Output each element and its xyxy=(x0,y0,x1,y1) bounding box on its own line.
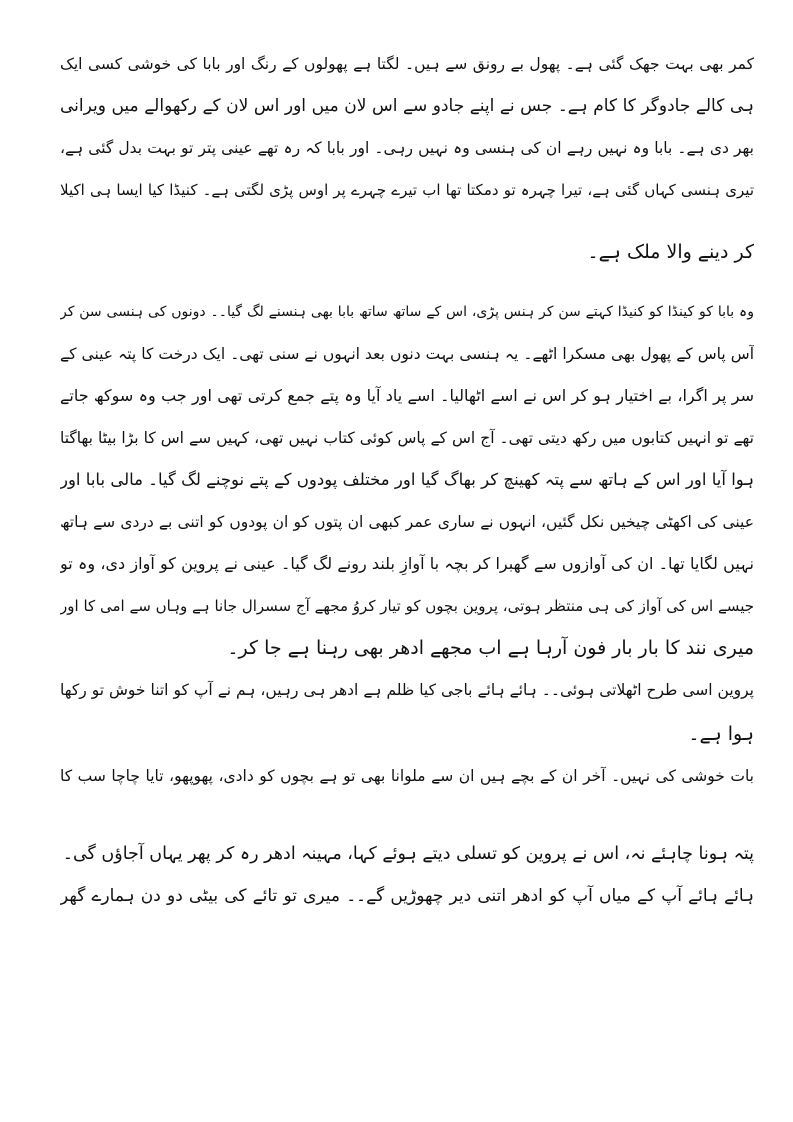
text-line: ہی کالے جادوگر کا کام ہے۔ جس نے اپنے جادو سے اس لان میں اور اس لان کے رکھوالے میں ویرانی xyxy=(60,96,754,116)
document-page xyxy=(60,40,754,1080)
text-line: نہیں لگایا تھا۔ ان کی آوازوں سے گھبرا کر بچہ با آوازِ بلند رونے لگ گیا۔ عینی نے پروین کو آواز دی، وہ تو xyxy=(60,554,754,573)
text-line: کمر بھی بہت جھک گئی ہے۔ پھول بے رونق سے ہیں۔ لگتا ہے پھولوں کے رنگ اور بابا کی خوشی کسی ایک xyxy=(60,55,754,73)
text-line: عینی کی اکھٹی چیخیں نکل گئیں، انہوں نے ساری عمر کبھی ان پتوں کو ان پودوں کو اتنی بے دردی سے ہاتھ xyxy=(60,513,754,531)
text-line: بات خوشی کی نہیں۔ آخر ان کے بچے ہیں ان سے ملوانا بھی تو ہے بچوں کو دادی، پھوپھو، تایا چاچا سب کا xyxy=(60,767,754,785)
text-line: ہائے ہائے آپ کے میاں آپ کو ادھر اتنی دیر چھوڑیں گے۔۔ میری تو تائے کی بیٹی دو دن ہمارے گھر xyxy=(60,886,754,906)
text-line: سر پر اگرا، بے اختیار ہو کر اس نے اسے اٹھالیا۔ اسے یاد آیا وہ پتے جمع کرتی تھی اور جب وہ سوکھ جاتے xyxy=(60,386,754,405)
text-line: تیری ہنسی کہاں گئی ہے، تیرا چہرہ تو دمکتا تھا اب تیرے چہرے پر اوس پڑی لگتی ہے۔ کنیڈا کیا ایسا ہی اکیلا xyxy=(60,181,754,199)
text-line: پتہ ہونا چاہئے نہ، اس نے پروین کو تسلی دیتے ہوئے کہا، مہینہ ادھر رہ کر پھر یہاں آجاؤں گی۔ xyxy=(62,844,754,864)
text-line: ہوا آیا اور اس کے ہاتھ سے پتہ کھینچ کر بھاگ گیا اور مختلف پودوں کے پتے نوچنے لگ گیا۔ مالی بابا اور xyxy=(60,470,754,489)
text-line: آس پاس کے پھول بھی مسکرا اٹھے۔ یہ ہنسی بہت دنوں بعد انہوں نے سنی تھی۔ ایک درخت کا پتہ عینی کے xyxy=(60,345,754,363)
text-line: تھے تو انہیں کتابوں میں رکھ دیتی تھی۔ آج اس کے پاس کوئی کتاب نہیں تھی، کہیں سے اس کا بڑا بیٹا بھاگتا xyxy=(60,429,754,447)
text-line: جیسے اس کی آواز کی ہی منتظر ہوتی، پروین بچوں کو تیار کروُ مجھے آج سسرال جانا ہے وہاں سے امی کا اور xyxy=(60,597,754,615)
text-line: بھر دی ہے۔ بابا وہ نہیں رہے ان کی ہنسی وہ نہیں رہی۔ اور بابا کہ رہ تھے عینی پتر تو بہت بدل گئی ہے، xyxy=(60,139,754,157)
text-line: وہ بابا کو کینڈا کو کنیڈا کہتے سن کر ہنس پڑی، اس کے ساتھ ساتھ بابا بھی ہنسنے لگ گیا۔۔ دونوں کی ہنسی سن کر xyxy=(60,304,754,320)
text-line: کر دینے والا ملک ہے۔ xyxy=(587,241,754,263)
text-line: پروین اسی طرح اٹھلاتی ہوئی۔۔ ہائے ہائے باجی کیا ظلم ہے ادھر ہی رہیں، ہم نے آپ کو اتنا خوش تو رکھا xyxy=(60,681,754,699)
text-line: ہوا ہے۔ xyxy=(688,723,754,745)
text-line: میری نند کا بار بار فون آرہا ہے اب مجھے ادھر بھی رہنا ہے جا کر۔ xyxy=(227,637,754,659)
